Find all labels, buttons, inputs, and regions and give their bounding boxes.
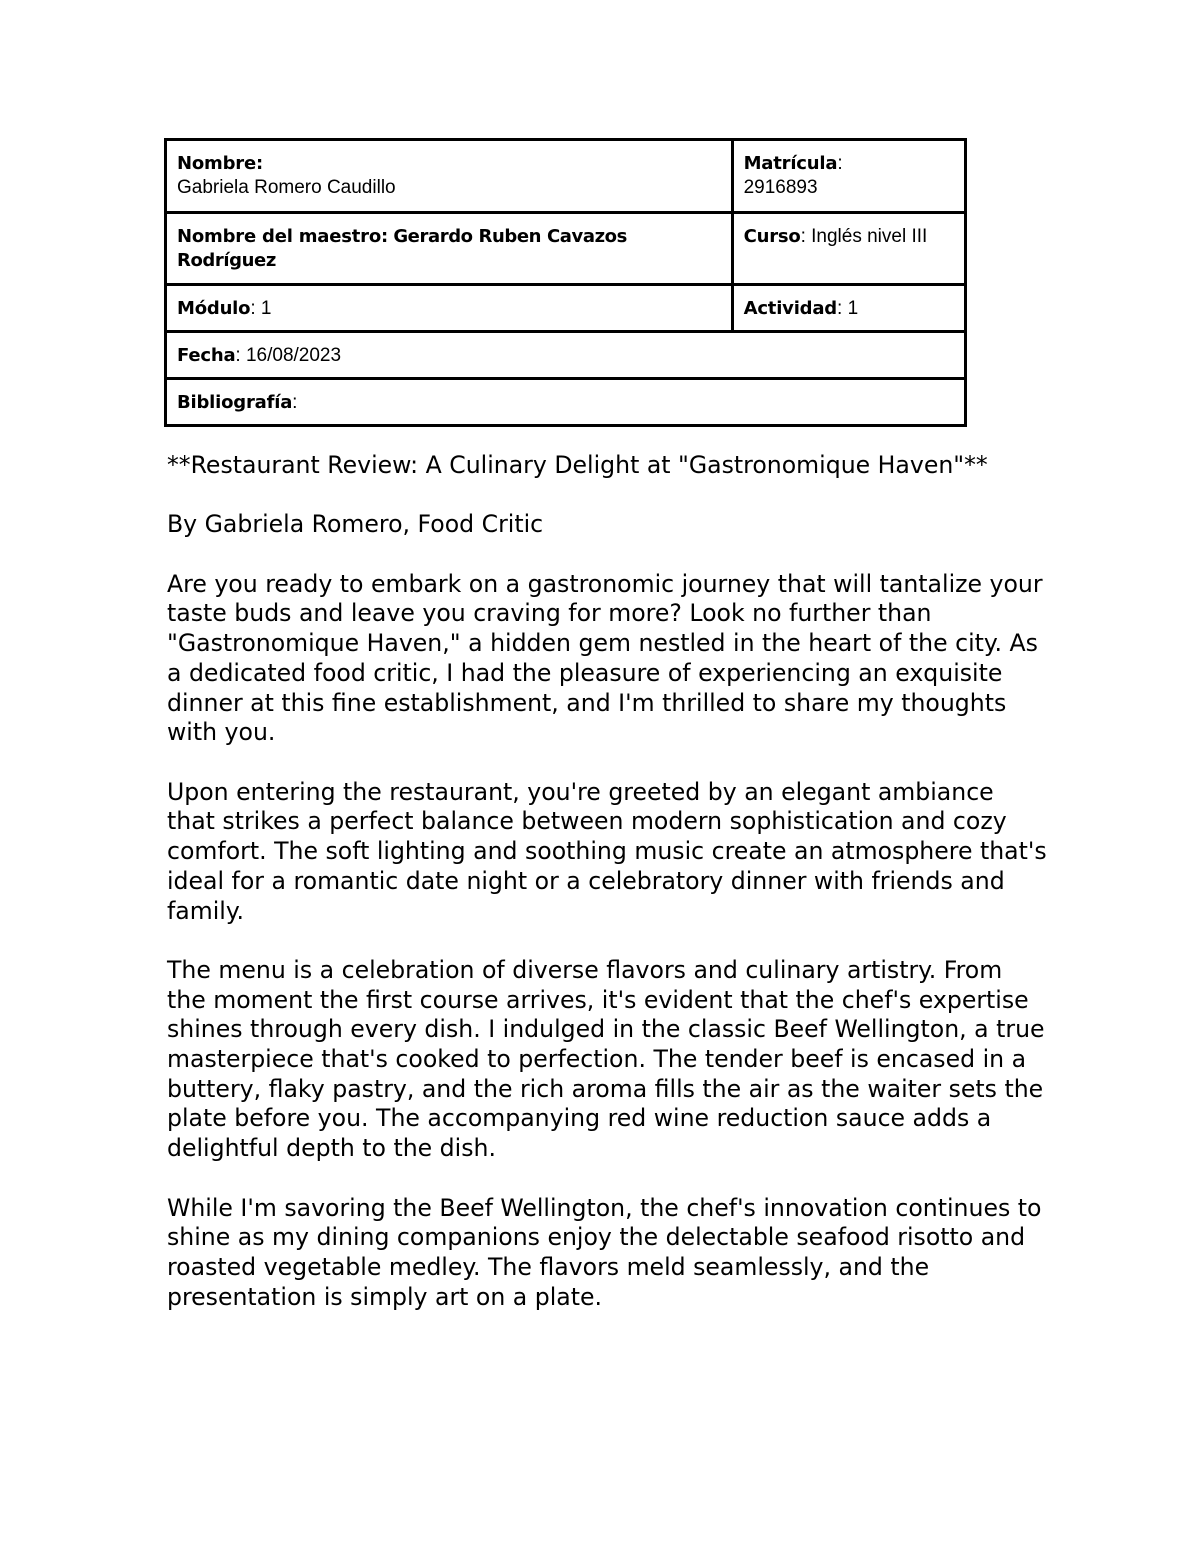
modulo-value: 1: [260, 298, 272, 319]
nombre-value: Gabriela Romero Caudillo: [177, 177, 396, 198]
table-row: [166, 213, 966, 285]
actividad-label: Actividad: [743, 298, 837, 319]
nombre-cell: [166, 140, 733, 213]
student-info-table: [164, 138, 967, 427]
curso-value: Inglés nivel III: [811, 226, 928, 247]
maestro-cell: [166, 213, 733, 285]
fecha-cell: Fecha: 16/08/2023: [166, 332, 966, 379]
fecha-label: Fecha: [177, 345, 236, 366]
modulo-cell: Módulo: 1: [166, 285, 733, 332]
actividad-value: 1: [847, 298, 859, 319]
maestro-label: Nombre del maestro:: [177, 226, 389, 247]
fecha-value: 16/08/2023: [245, 345, 342, 366]
bibliografia-cell: Bibliografía:: [166, 379, 966, 426]
article-paragraph: Are you ready to embark on a gastronomic journey that will tantalize your taste buds and leave you craving for more? Look no further than "Gastronomique Haven," a hidden gem nestled in the heart of the city. As a dedicated food critic, I had the pleasure of experiencing an exquisite dinner at this fine establishment, and I'm thrilled to share my thoughts with you.: [167, 569, 1043, 747]
article-paragraph: While I'm savoring the Beef Wellington, the chef's innovation continues to shine as my dining companions enjoy the delectable seafood risotto and roasted vegetable medley. The flavors meld seamlessly, and the presentation is simply art on a plate.: [167, 1193, 1042, 1311]
article-paragraph: The menu is a celebration of diverse flavors and culinary artistry. From the moment the first course arrives, it's evident that the chef's expertise shines through every dish. I indulged in the classic Beef Wellington, a true masterpiece that's cooked to perfection. The tender beef is encased in a buttery, flaky pastry, and the rich aroma fills the air as the waiter sets the plate before you. The accompanying red wine reduction sauce adds a delightful depth to the dish.: [167, 955, 1045, 1163]
matricula-value: 2916893: [743, 177, 818, 198]
article-title: **Restaurant Review: A Culinary Delight at "Gastronomique Haven"**: [167, 451, 988, 479]
article-paragraph: Upon entering the restaurant, you're greeted by an elegant ambiance that strikes a perfect balance between modern sophistication and cozy comfort. The soft lighting and soothing music create an atmosphere that's ideal for a romantic date night or a celebratory dinner with friends and family.: [167, 777, 1047, 925]
curso-label: Curso: [743, 226, 801, 247]
matricula-cell: Matrícula: 2916893: [732, 140, 965, 213]
nombre-label: Nombre:: [177, 153, 263, 174]
modulo-label: Módulo: [177, 298, 251, 319]
table-row: [166, 140, 966, 213]
article-byline: By Gabriela Romero, Food Critic: [167, 510, 544, 539]
table-row: [166, 285, 966, 332]
maestro-value: Gerardo Ruben Cavazos Rodríguez: [177, 226, 627, 271]
matricula-label: Matrícula: [743, 153, 838, 174]
review-article: [167, 451, 1047, 1342]
curso-cell: Curso: Inglés nivel III: [732, 213, 965, 285]
table-row: [166, 332, 966, 379]
table-row: [166, 379, 966, 426]
bibliografia-label: Bibliografía: [177, 392, 293, 413]
actividad-cell: Actividad: 1: [732, 285, 965, 332]
